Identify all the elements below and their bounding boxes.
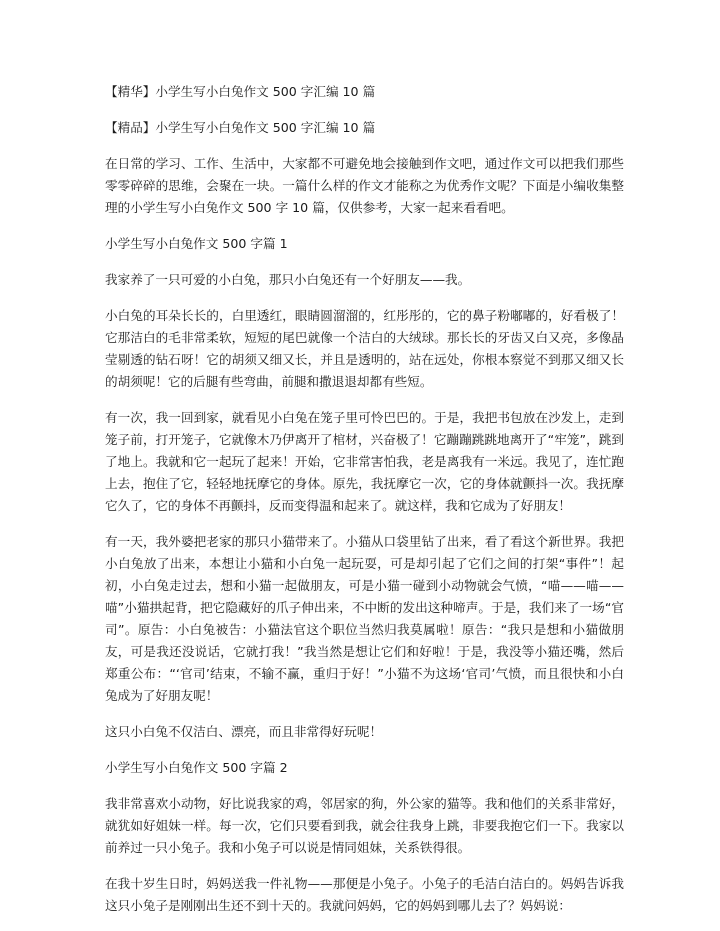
doc-title-1: 【精华】小学生写小白兔作文 500 字汇编 10 篇 [105, 84, 376, 99]
paragraph: 我家养了一只可爱的小白兔，那只小白兔还有一个好朋友——我。 [105, 272, 471, 287]
intro-paragraph: 在日常的学习、工作、生活中，大家都不可避免地会接触到作文吧，通过作文可以把我们那些零零碎碎的思维，会聚在一块。一篇什么样的作文才能称之为优秀作文呢？下面是小编收集整理的小学生写小白兔作文 500 字 10 篇，仅供参考，大家一起来看看吧。 [105, 156, 624, 215]
paragraph: 在我十岁生日时，妈妈送我一件礼物——那便是小兔子。小兔子的毛洁白洁白的。妈妈告诉我这只小兔子是刚刚出生还不到十天的。我就问妈妈，它的妈妈到哪儿去了？妈妈说： [105, 876, 624, 913]
paragraph: 这只小白兔不仅洁白、漂亮，而且非常得好玩呢！ [105, 724, 383, 739]
paragraph: 我非常喜欢小动物，好比说我家的鸡，邻居家的狗，外公家的猫等。我和他们的关系非常好，就犹如好姐妹一样。每一次，它们只要看到我，就会往我身上跳，非要我抱它们一下。我家以前养过一只小兔子。我和小兔子可以说是情同姐妹，关系铁得很。 [105, 796, 624, 855]
section-heading-1: 小学生写小白兔作文 500 字篇 1 [105, 236, 288, 251]
paragraph: 有一天，我外婆把老家的那只小猫带来了。小猫从口袋里钻了出来，看了看这个新世界。我把小白兔放了出来，本想让小猫和小白兔一起玩耍，可是却引起了它们之间的打架“事件”！起初，小白兔走过去，想和小猫一起做朋友，可是小猫一碰到小动物就会气愤，“喵——喵——喵”小猫拱起背，把它隐藏好的爪子伸出来，不中断的发出这种啼声。于是，我们来了一场“官司”。原告：小白兔被告：小猫法官这个职位当然归我莫属啦！原告：“我只是想和小猫做朋友，可是我还没说话，它就打我！”我当然是想让它们和好啦！于是，我没等小猫还嘴，然后郑重公布：“‘官司’结束，不输不赢，重归于好！”小猫不为这场‘官司’气愤，而且很快和小白兔成为了好朋友呢！ [105, 534, 624, 703]
doc-title-2: 【精品】小学生写小白兔作文 500 字汇编 10 篇 [105, 120, 376, 135]
section-heading-2: 小学生写小白兔作文 500 字篇 2 [105, 760, 288, 775]
paragraph: 有一次，我一回到家，就看见小白兔在笼子里可怜巴巴的。于是，我把书包放在沙发上，走到笼子前，打开笼子，它就像木乃伊离开了棺材，兴奋极了！它蹦蹦跳跳地离开了“牢笼”，跳到了地上。我就和它一起玩了起来！开始，它非常害怕我，老是离我有一米远。我见了，连忙跑上去，抱住了它，轻轻地抚摩它的身体。原先，我抚摩它一次，它的身体就颤抖一次。我抚摩它久了，它的身体不再颤抖，反而变得温和起来了。就这样，我和它成为了好朋友！ [105, 410, 624, 513]
paragraph: 小白兔的耳朵长长的，白里透红，眼睛圆溜溜的，红彤彤的，它的鼻子粉嘟嘟的，好看极了！它那洁白的毛非常柔软，短短的尾巴就像一个洁白的大绒球。那长长的牙齿又白又亮，多像晶莹剔透的钻石呀！它的胡须又细又长，并且是透明的，站在远处，你根本察觉不到那又细又长的胡须呢！它的后腿有些弯曲，前腿和撒退退却都有些短。 [105, 308, 624, 389]
